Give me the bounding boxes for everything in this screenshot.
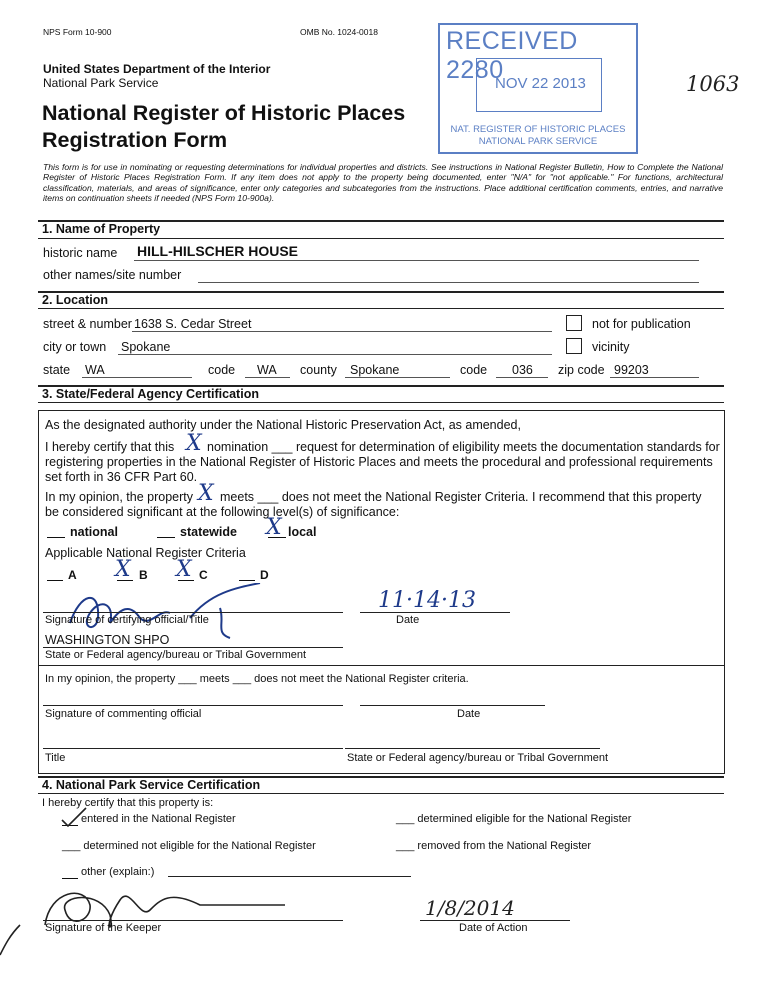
section2-title: 2. Location bbox=[42, 293, 108, 307]
criteria-label: Applicable National Register Criteria bbox=[45, 546, 246, 560]
county-code-label: code bbox=[460, 363, 488, 377]
stamp-line1: NAT. REGISTER OF HISTORIC PLACES bbox=[450, 124, 626, 135]
certifying-agency-label: State or Federal agency/bureau or Tribal Government bbox=[45, 649, 307, 661]
dept-name: United States Department of the Interior bbox=[43, 62, 271, 76]
commenting-signature-label: Signature of commenting official bbox=[45, 708, 202, 720]
certify-text-a: I hereby certify that this bbox=[45, 440, 175, 454]
vicinity-label: vicinity bbox=[592, 340, 630, 354]
certify-text-c: registering properties in the National Register of Historic Places and meets the procedural and professional requirements bbox=[45, 455, 713, 469]
criterion-c-check: X bbox=[176, 557, 192, 582]
handwritten-ref-number: 1063 bbox=[686, 72, 740, 96]
criterion-c: C bbox=[199, 568, 208, 582]
removed-label: ___ removed from the National Register bbox=[396, 840, 592, 852]
received-stamp bbox=[438, 23, 638, 154]
stamp-date-box bbox=[476, 58, 602, 112]
county-label: county bbox=[300, 363, 337, 377]
state-code-value[interactable]: WA bbox=[257, 363, 277, 377]
state-label: state bbox=[43, 363, 71, 377]
commenting-agency-label: State or Federal agency/bureau or Tribal Government bbox=[347, 752, 609, 764]
nomination-check: X bbox=[186, 431, 202, 456]
state-code-label: code bbox=[208, 363, 236, 377]
determined-eligible-label: ___ determined eligible for the National Register bbox=[396, 813, 632, 825]
meets-check: X bbox=[198, 481, 214, 506]
title-label: Title bbox=[45, 752, 66, 764]
instructions: This form is for use in nominating or requesting determinations for individual properties and districts. See instructions in National Register Bulletin, How to Complete the National Register of Historic Places Registration Form. If any item does not apply to the property being documented, enter "N/A" for "not applicable." For functions, architectural classification, materials, and areas of significance, enter only categories and subcategories from the instructions. Place additional certification comments, entries, and narrative items on continuation sheets if needed (NPS Form 10-900a). bbox=[43, 162, 723, 204]
level-statewide: statewide bbox=[180, 525, 237, 539]
certify-text-b: nomination ___ request for determination of eligibility meets the documentation standards for bbox=[207, 440, 720, 454]
other-names-label: other names/site number bbox=[43, 268, 182, 282]
state-value[interactable]: WA bbox=[85, 363, 105, 377]
county-code-value[interactable]: 036 bbox=[512, 363, 533, 377]
certifying-date-value: 11·14·13 bbox=[378, 588, 476, 613]
opinion-text-c: be considered significant at the following level(s) of significance: bbox=[45, 505, 400, 519]
stamp-line2: NATIONAL PARK SERVICE bbox=[478, 136, 598, 147]
city-value[interactable]: Spokane bbox=[121, 340, 171, 354]
page-title: National Register of Historic Places bbox=[42, 101, 406, 125]
authority-text: As the designated authority under the National Historic Preservation Act, as amended, bbox=[45, 418, 521, 432]
date-of-action-label: Date of Action bbox=[459, 922, 528, 934]
section1-title: 1. Name of Property bbox=[42, 222, 161, 236]
opinion-text-b: meets ___ does not meet the National Register Criteria. I recommend that this property bbox=[220, 490, 702, 504]
level-local: local bbox=[288, 525, 317, 539]
criterion-b: B bbox=[139, 568, 148, 582]
vicinity-checkbox[interactable] bbox=[566, 338, 582, 354]
local-check: X bbox=[266, 515, 282, 540]
entered-label: entered in the National Register bbox=[81, 813, 236, 825]
zip-label: zip code bbox=[558, 363, 605, 377]
stamp-received: RECEIVED 2280 bbox=[446, 27, 578, 84]
city-label: city or town bbox=[43, 340, 107, 354]
date-of-action-value: 1/8/2014 bbox=[425, 896, 515, 920]
page-subtitle: Registration Form bbox=[42, 128, 228, 152]
not-for-publication-label: not for publication bbox=[592, 317, 691, 331]
street-value[interactable]: 1638 S. Cedar Street bbox=[134, 317, 252, 331]
historic-name-value[interactable]: HILL-HILSCHER HOUSE bbox=[137, 243, 298, 259]
criterion-d: D bbox=[260, 568, 269, 582]
form-number: NPS Form 10-900 bbox=[43, 27, 112, 37]
determined-not-eligible-label: ___ determined not eligible for the National Register bbox=[62, 840, 316, 852]
certifying-agency-value: WASHINGTON SHPO bbox=[45, 633, 170, 647]
stamp-date: NOV 22 2013 bbox=[495, 75, 586, 92]
opinion-text-a: In my opinion, the property bbox=[45, 490, 193, 504]
other-explain-label: other (explain:) bbox=[81, 866, 155, 878]
comment-opinion-text: In my opinion, the property ___ meets ___ does not meet the National Register criteria. bbox=[45, 673, 469, 685]
section3-title: 3. State/Federal Agency Certification bbox=[42, 387, 259, 401]
criterion-a: A bbox=[68, 568, 77, 582]
keeper-signature-label: Signature of the Keeper bbox=[45, 922, 162, 934]
level-national: national bbox=[70, 525, 118, 539]
county-value[interactable]: Spokane bbox=[350, 363, 400, 377]
historic-name-label: historic name bbox=[43, 246, 118, 260]
not-for-publication-checkbox[interactable] bbox=[566, 315, 582, 331]
street-label: street & number bbox=[43, 317, 132, 331]
certifying-signature-label: Signature of certifying official/Title bbox=[45, 614, 209, 626]
commenting-date-label: Date bbox=[457, 708, 481, 720]
certify-text-d: set forth in 36 CFR Part 60. bbox=[45, 470, 198, 484]
criterion-b-check: X bbox=[115, 557, 131, 582]
zip-value[interactable]: 99203 bbox=[614, 363, 649, 377]
agency-name: National Park Service bbox=[43, 76, 159, 90]
certifying-date-label: Date bbox=[396, 614, 420, 626]
nps-intro: I hereby certify that this property is: bbox=[42, 797, 214, 809]
section4-title: 4. National Park Service Certification bbox=[42, 778, 261, 792]
omb-number: OMB No. 1024-0018 bbox=[300, 27, 378, 37]
